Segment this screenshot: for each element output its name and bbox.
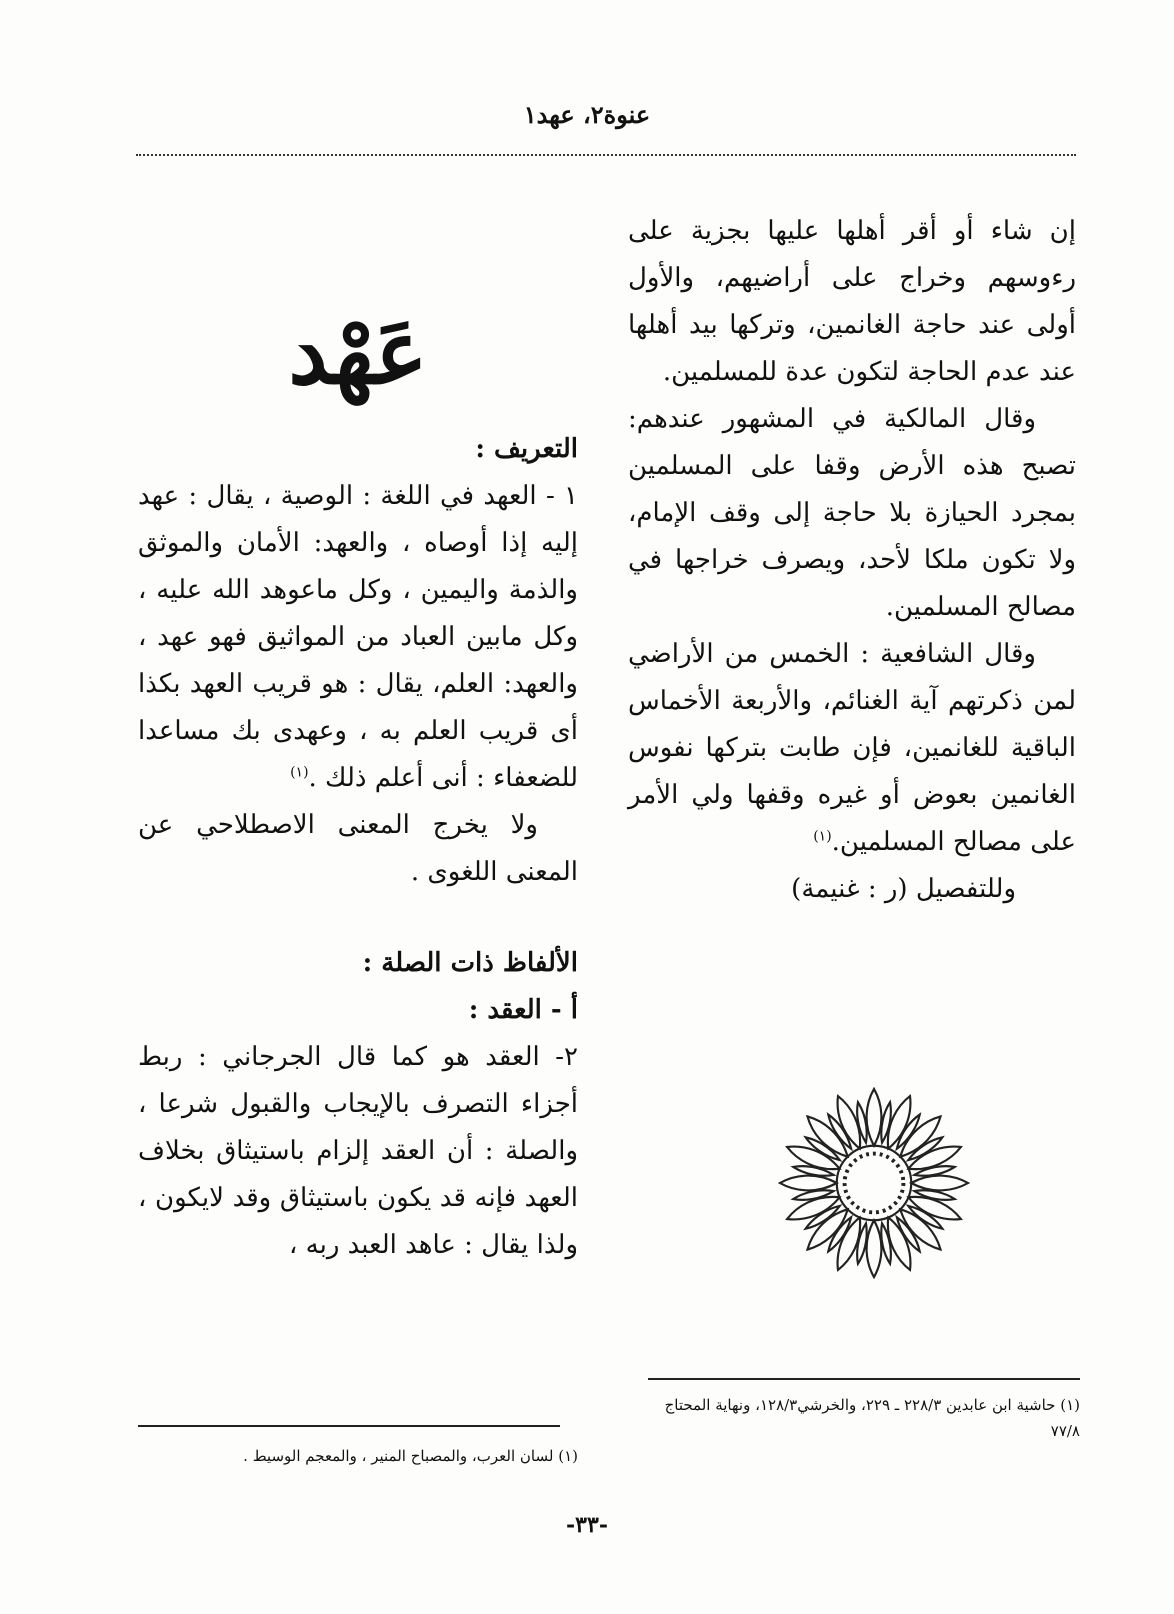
left-column [138,292,578,1269]
paragraph-text: وقال الشافعية : الخمس من الأراضي لمن ذكرتهم آية الغنائم، والأربعة الأخماس الباقية للغانمين، فإن طابت بتركها نفوس الغانمين بعوض أو غيره وقفها ولي الأمر على مصالح المسلمين. [628,639,1076,857]
paragraph-text: ١ - العهد في اللغة : الوصية ، يقال : عهد إليه إذا أوصاه ، والعهد: الأمان والموثق والذمة واليمين ، وكل ماعوهد الله عليه ، وكل مابين العباد من المواثيق فهو عهد ، والعهد: العلم، يقال : هو قريب العهد بكذا أى قريب العلم به ، وعهدى بك مساعدا للضعفاء : أنى أعلم ذلك . [138,481,578,793]
sub-heading: أ - العقد : [468,995,578,1025]
paragraph: ولا يخرج المعنى الاصطلاحي عن المعنى اللغوى . [138,810,578,887]
right-column [628,208,1076,913]
footnote-ref: (١) [813,828,832,845]
running-header: عنوة٢، عهد١ [523,100,651,129]
page-number: -٣٣- [566,1512,608,1538]
cross-reference: وللتفصيل (ر : غنيمة) [791,874,1016,904]
entry-title: عَهْد [288,300,428,404]
paragraph [138,473,578,802]
section-heading: الألفاظ ذات الصلة : [362,948,578,978]
paragraph [628,631,1076,866]
footnote: (١) لسان العرب، والمصباح المنير ، والمعجم الوسيط . [243,1447,578,1465]
header-dotted-rule [136,154,1076,156]
footnote-ref: (١) [290,764,309,781]
ornament-icon [776,1085,972,1281]
footnote-rule [648,1378,1080,1380]
section-heading: التعريف : [475,434,578,464]
paragraph: ٢- العقد هو كما قال الجرجاني : ربط أجزاء التصرف بالإيجاب والقبول شرعا ، والصلة : أن العقد إلزام باستيثاق بخلاف العهد فإنه قد يكون باستيثاق وقد لايكون ، ولذا يقال : عاهد العبد ربه ، [138,1042,578,1260]
footnote-rule [138,1425,560,1427]
paragraph: إن شاء أو أقر أهلها عليها بجزية على رءوسهم وخراج على أراضيهم، والأول أولى عند حاجة الغانمين، وتركها بيد أهلها عند عدم الحاجة لتكون عدة للمسلمين. [628,216,1076,387]
footnote: (١) حاشية ابن عابدين ٢٢٨/٣ ـ ٢٢٩، والخرشي١٢٨/٣، ونهاية المحتاج ٧٧/٨ [664,1396,1080,1440]
paragraph: وقال المالكية في المشهور عندهم: تصبح هذه الأرض وقفا على المسلمين بمجرد الحيازة بلا حاجة إلى وقف الإمام، ولا تكون ملكا لأحد، ويصرف خراجها في مصالح المسلمين. [628,404,1076,622]
